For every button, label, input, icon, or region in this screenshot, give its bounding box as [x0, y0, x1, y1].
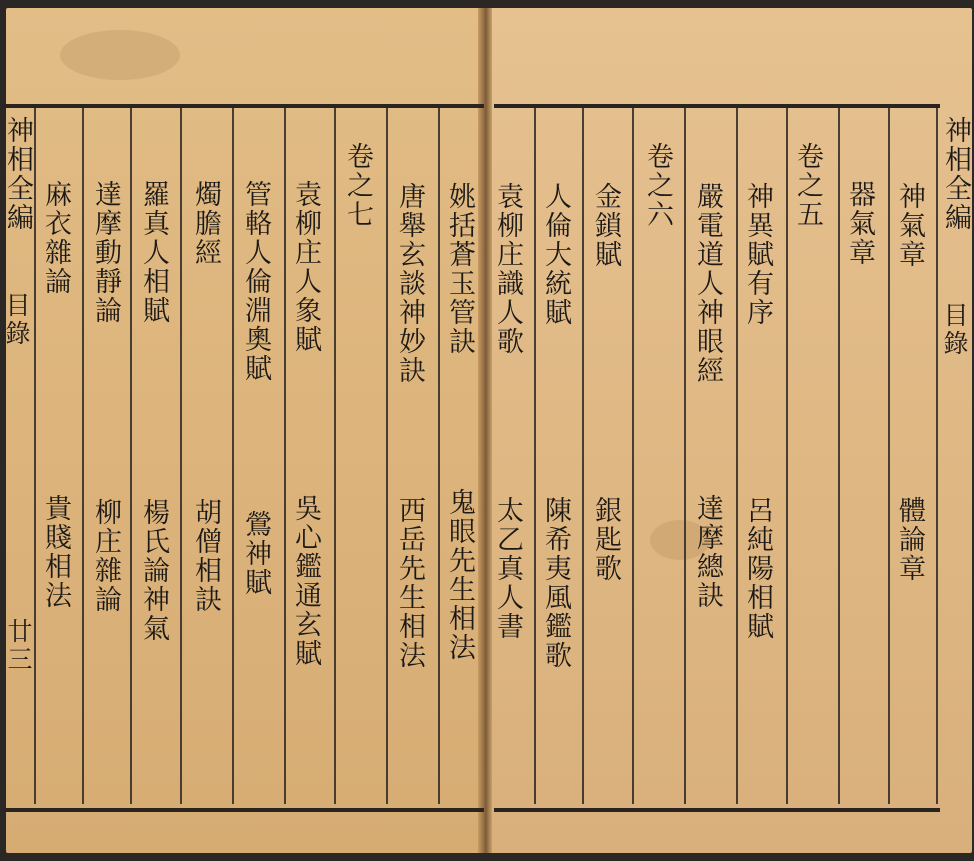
toc-entry: 呂純陽相賦 [742, 496, 773, 641]
column-rule [386, 108, 388, 804]
margin-section: 目錄 [940, 302, 969, 358]
toc-entry: 神氣章 [894, 182, 925, 269]
toc-entry: 嚴電道人神眼經 [692, 182, 723, 385]
toc-entry: 燭膽經 [190, 180, 221, 267]
column-rule [786, 108, 788, 804]
toc-entry: 西岳先生相法 [394, 496, 425, 670]
column-rule [936, 108, 938, 804]
toc-entry: 神異賦有序 [742, 182, 773, 327]
toc-entry: 麻衣雜論 [40, 180, 71, 296]
toc-entry: 鶯神賦 [240, 510, 271, 597]
volume-heading: 卷之七 [342, 142, 373, 229]
column-rule [736, 108, 738, 804]
margin-page-number: 廿三 [4, 618, 33, 674]
volume-heading: 卷之五 [792, 142, 823, 229]
toc-entry: 貴賤相法 [40, 494, 71, 610]
column-rule [34, 108, 36, 804]
toc-entry: 鬼眼先生相法 [444, 488, 475, 662]
column-rule [232, 108, 234, 804]
toc-entry: 達摩總訣 [692, 494, 723, 610]
toc-entry: 羅真人相賦 [138, 180, 169, 325]
toc-entry: 楊氏論神氣 [138, 498, 169, 643]
column-rule [438, 108, 440, 804]
column-rule [684, 108, 686, 804]
toc-entry: 柳庄雜論 [90, 498, 121, 614]
column-rule [632, 108, 634, 804]
column-rule [838, 108, 840, 804]
volume-heading: 卷之六 [642, 142, 673, 229]
toc-entry: 器氣章 [844, 180, 875, 267]
paper-stain [60, 30, 180, 80]
toc-entry: 人倫大統賦 [540, 182, 571, 327]
margin-title: 神相全編 [940, 116, 971, 232]
toc-entry: 達摩動靜論 [90, 180, 121, 325]
toc-entry: 陳希夷風鑑歌 [540, 496, 571, 670]
column-rule [284, 108, 286, 804]
margin-section: 目錄 [2, 292, 31, 348]
column-rule [82, 108, 84, 804]
toc-entry: 體論章 [894, 496, 925, 583]
column-rule [534, 108, 536, 804]
toc-entry: 姚括蒼玉管訣 [444, 182, 475, 356]
column-rule [180, 108, 182, 804]
toc-entry: 袁柳庄人象賦 [290, 180, 321, 354]
toc-entry: 銀匙歌 [590, 496, 621, 583]
toc-entry: 太乙真人書 [492, 496, 523, 641]
toc-entry: 金鎖賦 [590, 182, 621, 269]
toc-entry: 袁柳庄識人歌 [492, 182, 523, 356]
toc-entry: 吳心鑑通玄賦 [290, 494, 321, 668]
column-rule [582, 108, 584, 804]
column-rule [888, 108, 890, 804]
toc-entry: 胡僧相訣 [190, 498, 221, 614]
column-rule [130, 108, 132, 804]
column-rule [334, 108, 336, 804]
margin-title: 神相全編 [2, 116, 33, 232]
toc-entry: 管輅人倫淵奧賦 [240, 180, 271, 383]
toc-entry: 唐舉玄談神妙訣 [394, 182, 425, 385]
